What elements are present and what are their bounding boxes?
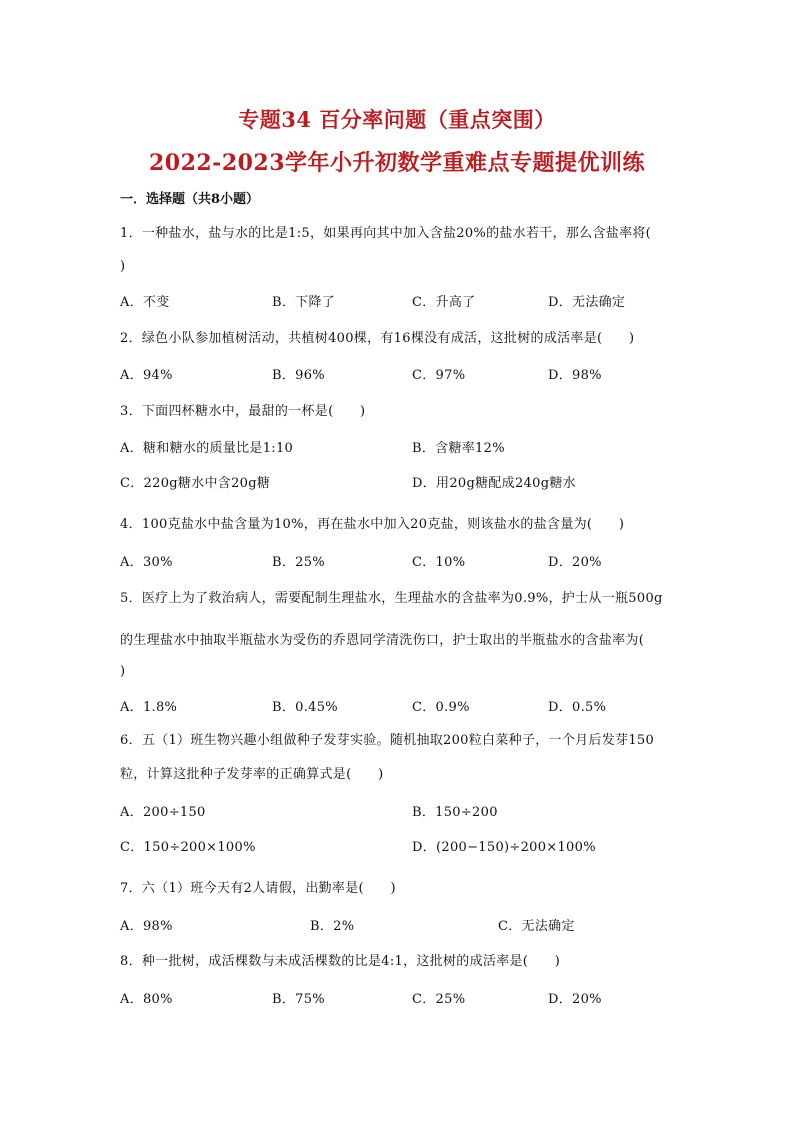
question-2-option-a: A．94% [120,368,173,383]
question-3-option-d: D．用20g糖配成240g糖水 [412,476,576,491]
question-4-option-a: A．30% [120,555,173,570]
question-2-option-c: C．97% [412,368,466,383]
document-subtitle: 2022-2023学年小升初数学重难点专题提优训练 [148,150,646,176]
question-7-option-a: A．98% [120,919,173,934]
question-7-option-c: C．无法确定 [498,919,575,934]
question-6-option-b: B．150÷200 [412,805,498,820]
question-4-option-c: C．10% [412,555,466,570]
question-5-text-cont: 的生理盐水中抽取半瓶盐水为受伤的乔恩同学清洗伤口，护士取出的半瓶盐水的含盐率为( [120,633,645,648]
question-6-option-c: C．150÷200×100% [120,840,256,855]
question-4-option-b: B．25% [272,555,325,570]
question-6-text: 6．五（1）班生物兴趣小组做种子发芽实验。随机抽取200粒白菜种子，一个月后发芽150 [120,733,655,748]
question-2-option-d: D．98% [548,368,602,383]
question-8-option-d: D．20% [548,992,602,1007]
question-7-text: 7．六（1）班今天有2人请假，出勤率是( ) [120,881,396,896]
question-2-option-b: B．96% [272,368,325,383]
question-8-text: 8．种一批树，成活棵数与未成活棵数的比是4:1，这批树的成活率是( ) [120,954,561,969]
question-5-text-end: ) [120,664,126,679]
question-3-option-a: A．糖和糖水的质量比是1:10 [120,441,294,456]
question-5-option-b: B．0.45% [272,700,338,715]
question-7-option-b: B．2% [310,919,355,934]
question-8-option-b: B．75% [272,992,325,1007]
question-6-option-d: D．(200−150)÷200×100% [412,840,596,855]
question-1-text: 1．一种盐水，盐与水的比是1:5，如果再向其中加入含盐20%的盐水若干，那么含盐率将( [120,226,652,241]
question-8-option-a: A．80% [120,992,173,1007]
question-1-text-cont: ) [120,259,126,274]
question-5-text: 5．医疗上为了救治病人，需要配制生理盐水，生理盐水的含盐率为0.9%，护士从一瓶500g [120,591,663,606]
question-1-option-d: D．无法确定 [548,295,626,310]
question-6-text-cont: 粒，计算这批种子发芽率的正确算式是( ) [120,767,384,782]
question-3-option-c: C．220g糖水中含20g糖 [120,476,271,491]
question-1-option-c: C．升高了 [412,295,476,310]
question-1-option-b: B．下降了 [272,295,336,310]
question-3-option-b: B．含糖率12% [412,441,505,456]
question-3-text: 3．下面四杯糖水中，最甜的一杯是( ) [120,404,366,419]
question-1-option-a: A．不变 [120,295,170,310]
section-heading: 一．选择题（共8小题） [120,192,260,207]
question-6-option-a: A．200÷150 [120,805,206,820]
question-8-option-c: C．25% [412,992,466,1007]
question-5-option-a: A．1.8% [120,700,178,715]
question-5-option-c: C．0.9% [412,700,470,715]
question-2-text: 2．绿色小队参加植树活动，共植树400棵，有16棵没有成活，这批树的成活率是( ) [120,331,635,346]
question-4-text: 4．100克盐水中盐含量为10%，再在盐水中加入20克盐，则该盐水的盐含量为( ) [120,517,625,532]
question-5-option-d: D．0.5% [548,700,607,715]
question-4-option-d: D．20% [548,555,602,570]
document-title: 专题34 百分率问题（重点突围） [238,107,556,132]
